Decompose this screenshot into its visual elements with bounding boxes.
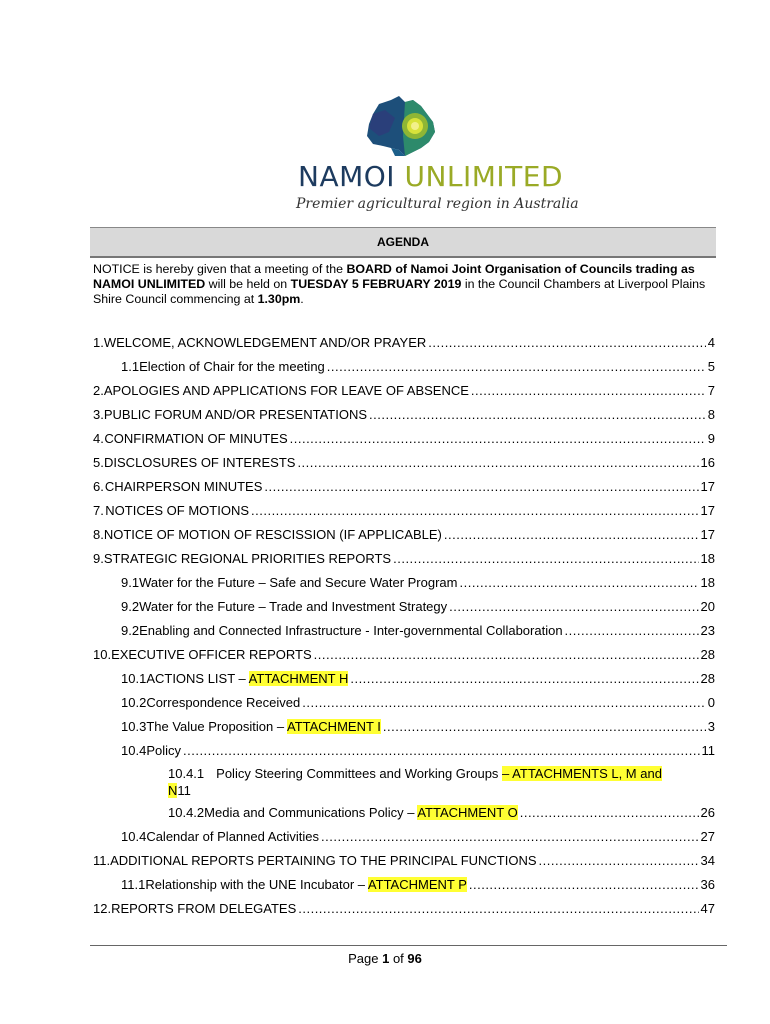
logo-wordmark: NAMOI UNLIMITED [298, 160, 564, 193]
page-number: Page 1 of 96 [348, 951, 422, 966]
toc-item[interactable]: 10.4.1 Policy Steering Committees and Working Groups – ATTACHMENTS L, M and N11 [168, 766, 662, 798]
toc-item[interactable]: 10.3 The Value Proposition – ATTACHMENT I ..... 3 [121, 719, 715, 737]
toc-item[interactable]: 10. EXECUTIVE OFFICER REPORTS ..... 28 [93, 647, 715, 665]
toc-item[interactable]: 3. PUBLIC FORUM AND/OR PRESENTATIONS ..... 8 [93, 407, 715, 425]
footer-divider [90, 945, 727, 946]
toc-item[interactable]: 6. CHAIRPERSON MINUTES ..... 17 [93, 479, 715, 497]
toc-item[interactable]: 9. STRATEGIC REGIONAL PRIORITIES REPORTS ..... 18 [93, 551, 715, 569]
meeting-notice: NOTICE is hereby given that a meeting of the BOARD of Namoi Joint Organisation of Councils trading as NAMOI UNLIMITED will be held on TUESDAY 5 FEBRUARY 2019 in the Council Chambers at Liverpool Plains Shire Council commencing at 1.30pm. [93, 262, 706, 306]
agenda-heading-bar [90, 227, 716, 258]
toc-item[interactable]: 12. REPORTS FROM DELEGATES ..... 47 [93, 901, 715, 919]
toc-item[interactable]: 10.1 ACTIONS LIST – ATTACHMENT H ..... 28 [121, 671, 715, 689]
toc-item[interactable]: 10.4 Calendar of Planned Activities ..... 27 [121, 829, 715, 847]
toc-item[interactable]: 10.4.2 Media and Communications Policy – ATTACHMENT O ..... 26 [168, 805, 715, 823]
australia-map-icon [365, 96, 437, 158]
toc-item[interactable]: 1.1 Election of Chair for the meeting ..... 5 [121, 359, 715, 377]
toc-item[interactable]: 10.4 Policy ..... 11 [121, 743, 715, 761]
logo-tagline: Premier agricultural region in Australia [296, 196, 579, 212]
toc-item[interactable]: 2. APOLOGIES AND APPLICATIONS FOR LEAVE OF ABSENCE ..... 7 [93, 383, 715, 401]
namoi-logo [290, 96, 579, 221]
toc-item[interactable]: 10.2 Correspondence Received ..... 0 [121, 695, 715, 713]
toc-item[interactable]: 11. ADDITIONAL REPORTS PERTAINING TO THE PRINCIPAL FUNCTIONS ..... 34 [93, 853, 715, 871]
toc-item[interactable]: 1. WELCOME, ACKNOWLEDGEMENT AND/OR PRAYER ..... 4 [93, 335, 715, 353]
agenda-heading: AGENDA [376, 235, 429, 249]
toc-item[interactable]: 9.2 Water for the Future – Trade and Investment Strategy ..... 20 [121, 599, 715, 617]
toc-item[interactable]: 7. NOTICES OF MOTIONS ..... 17 [93, 503, 715, 521]
toc-item[interactable]: 8. NOTICE OF MOTION OF RESCISSION (IF APPLICABLE) ..... 17 [93, 527, 715, 545]
toc-item[interactable]: 9.2 Enabling and Connected Infrastructure - Inter-governmental Collaboration ..... 23 [121, 623, 715, 641]
toc-item[interactable]: 4. CONFIRMATION OF MINUTES ..... 9 [93, 431, 715, 449]
toc-item[interactable]: 11.1 Relationship with the UNE Incubator – ATTACHMENT P ..... 36 [121, 877, 715, 895]
toc-item[interactable]: 5. DISCLOSURES OF INTERESTS ..... 16 [93, 455, 715, 473]
toc-item[interactable]: 9.1 Water for the Future – Safe and Secure Water Program ..... 18 [121, 575, 715, 593]
